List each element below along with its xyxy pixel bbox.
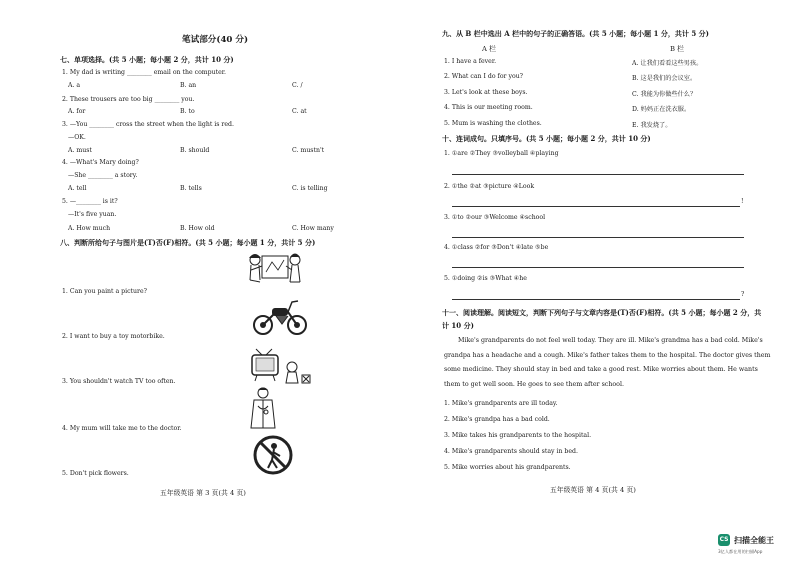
mc-q2-option-a: A. for	[68, 108, 86, 115]
reading-statement-4: 4. Mike's grandparents should stay in bed.	[444, 448, 578, 455]
mc-q3-reply: —OK.	[68, 134, 86, 141]
mc-q5-option-c: C. How many	[292, 225, 334, 232]
word-order-item-4: 4. ①class ②for ③Don't ④late ⑤be	[444, 244, 549, 251]
answer-line-2[interactable]	[452, 206, 740, 207]
word-order-item-1: 1. ①are ②They ③volleyball ④playing	[444, 150, 559, 157]
match-b-item-e: E. 我发烧了。	[632, 122, 672, 129]
answer-line-4[interactable]	[452, 267, 744, 268]
tf-picture-item-1: 1. Can you paint a picture?	[62, 288, 147, 295]
section-11-heading	[442, 306, 764, 332]
reading-passage: Mike's grandparents do not feel well today. They are ill. Mike's grandma has a bad cold. Mike's grandpa has a headache and a cough. Mike's father takes them to the hospital. The doctor gives them some medicine. They should stay in bed and take a good rest. Mike worries about them. He wants them to get well soon. He goes to see them after school.	[444, 337, 771, 388]
mc-q4-option-c: C. is telling	[292, 185, 328, 192]
tf-picture-item-3: 3. You shouldn't watch TV too often.	[62, 378, 176, 385]
word-order-item-3: 3. ①to ②our ③Welcome ④school	[444, 214, 546, 221]
section-7-heading: 七、单项选择。(共 5 小题；每小题 2 分，共计 10 分)	[60, 55, 234, 64]
mc-q1-option-a: A. a	[68, 82, 81, 89]
match-a-item-4: 4. This is our meeting room.	[444, 104, 533, 111]
mc-q2-option-c: C. at	[292, 108, 307, 115]
mc-q4-reply: —She ________ a story.	[68, 172, 138, 179]
answer-2-end-mark: !	[741, 198, 744, 205]
tv-watching-picture	[248, 343, 312, 387]
answer-line-3[interactable]	[452, 237, 744, 238]
match-a-item-1: 1. I have a fever.	[444, 58, 497, 65]
tf-picture-item-4: 4. My mum will take me to the doctor.	[62, 425, 182, 432]
cs-logo-icon: CS	[718, 534, 730, 546]
section-11-heading-text: 十一、阅读理解。阅读短文，判断下列句子与文章内容是(T)否(F)相符。(共 5 小题；每小题 2 分，共计 10 分)	[442, 308, 762, 330]
page-title: 笔试部分(40 分)	[182, 35, 249, 45]
mc-q3-option-a: A. must	[68, 147, 92, 154]
mc-q1-option-b: B. an	[180, 82, 197, 89]
match-b-item-a: A. 让我们看看这些男孩。	[632, 60, 703, 67]
answer-line-5[interactable]	[452, 299, 740, 300]
mc-question-1: 1. My dad is writing ________ email on the computer.	[62, 69, 227, 76]
mc-q4-option-a: A. tell	[68, 185, 87, 192]
answer-5-end-mark: ?	[741, 291, 745, 298]
mc-question-4: 4. —What's Mary doing?	[62, 159, 139, 166]
reading-statement-5: 5. Mike worries about his grandparents.	[444, 464, 571, 471]
match-a-item-5: 5. Mum is washing the clothes.	[444, 120, 542, 127]
mc-q3-option-c: C. mustn't	[292, 147, 325, 154]
section-10-heading: 十、连词成句。只填序号。(共 5 小题；每小题 2 分，共计 10 分)	[442, 134, 651, 143]
section-8-heading: 八、判断所给句子与图片是(T)否(F)相符。(共 5 小题；每小题 1 分，共计 5 分)	[60, 238, 316, 247]
section-9-heading: 九、从 B 栏中选出 A 栏中的句子的正确答语。(共 5 小题；每小题 1 分，共计 5 分)	[442, 29, 709, 38]
left-page-footer: 五年级英语 第 3 页(共 4 页)	[160, 489, 246, 497]
match-b-item-c: C. 我能为你做些什么？	[632, 91, 697, 98]
column-b-label: B 栏	[670, 45, 684, 53]
column-a-label: A 栏	[482, 45, 496, 53]
match-a-item-2: 2. What can I do for you?	[444, 73, 523, 80]
scanner-tagline: 3亿人都在用的扫描App	[718, 549, 763, 554]
match-b-item-b: B. 这是我们的会议室。	[632, 75, 697, 82]
match-b-item-d: D. 妈妈正在洗衣服。	[632, 106, 691, 113]
mc-q2-option-b: B. to	[180, 108, 195, 115]
motorbike-picture	[252, 296, 308, 336]
mc-question-3: 3. —You ________ cross the street when the light is red.	[62, 121, 234, 128]
mc-q5-reply: —It's five yuan.	[68, 211, 117, 218]
match-a-item-3: 3. Let's look at these boys.	[444, 89, 528, 96]
mc-q5-option-a: A. How much	[68, 225, 111, 232]
word-order-item-2: 2. ①the ②at ③picture ④Look	[444, 183, 535, 190]
word-order-item-5: 5. ①doing ②is ③What ④he	[444, 275, 527, 282]
doctor-picture	[248, 386, 278, 430]
reading-statement-2: 2. Mike's grandpa has a bad cold.	[444, 416, 550, 423]
mc-q4-option-b: B. tells	[180, 185, 202, 192]
mc-q1-option-c: C. /	[292, 82, 303, 89]
mc-q3-option-b: B. should	[180, 147, 210, 154]
tf-picture-item-5: 5. Don't pick flowers.	[62, 470, 129, 477]
tf-picture-item-2: 2. I want to buy a toy motorbike.	[62, 333, 165, 340]
no-picking-sign-picture	[252, 434, 294, 476]
right-page-footer: 五年级英语 第 4 页(共 4 页)	[550, 486, 636, 494]
scanner-app-name: 扫描全能王	[734, 536, 774, 545]
painting-children-picture	[246, 250, 304, 290]
mc-question-2: 2. These trousers are too big ________ you.	[62, 96, 195, 103]
reading-statement-3: 3. Mike takes his grandparents to the hospital.	[444, 432, 592, 439]
mc-question-5: 5. —________ is it?	[62, 198, 118, 205]
mc-q5-option-b: B. How old	[180, 225, 215, 232]
reading-statement-1: 1. Mike's grandparents are ill today.	[444, 400, 558, 407]
answer-line-1[interactable]	[452, 174, 744, 175]
